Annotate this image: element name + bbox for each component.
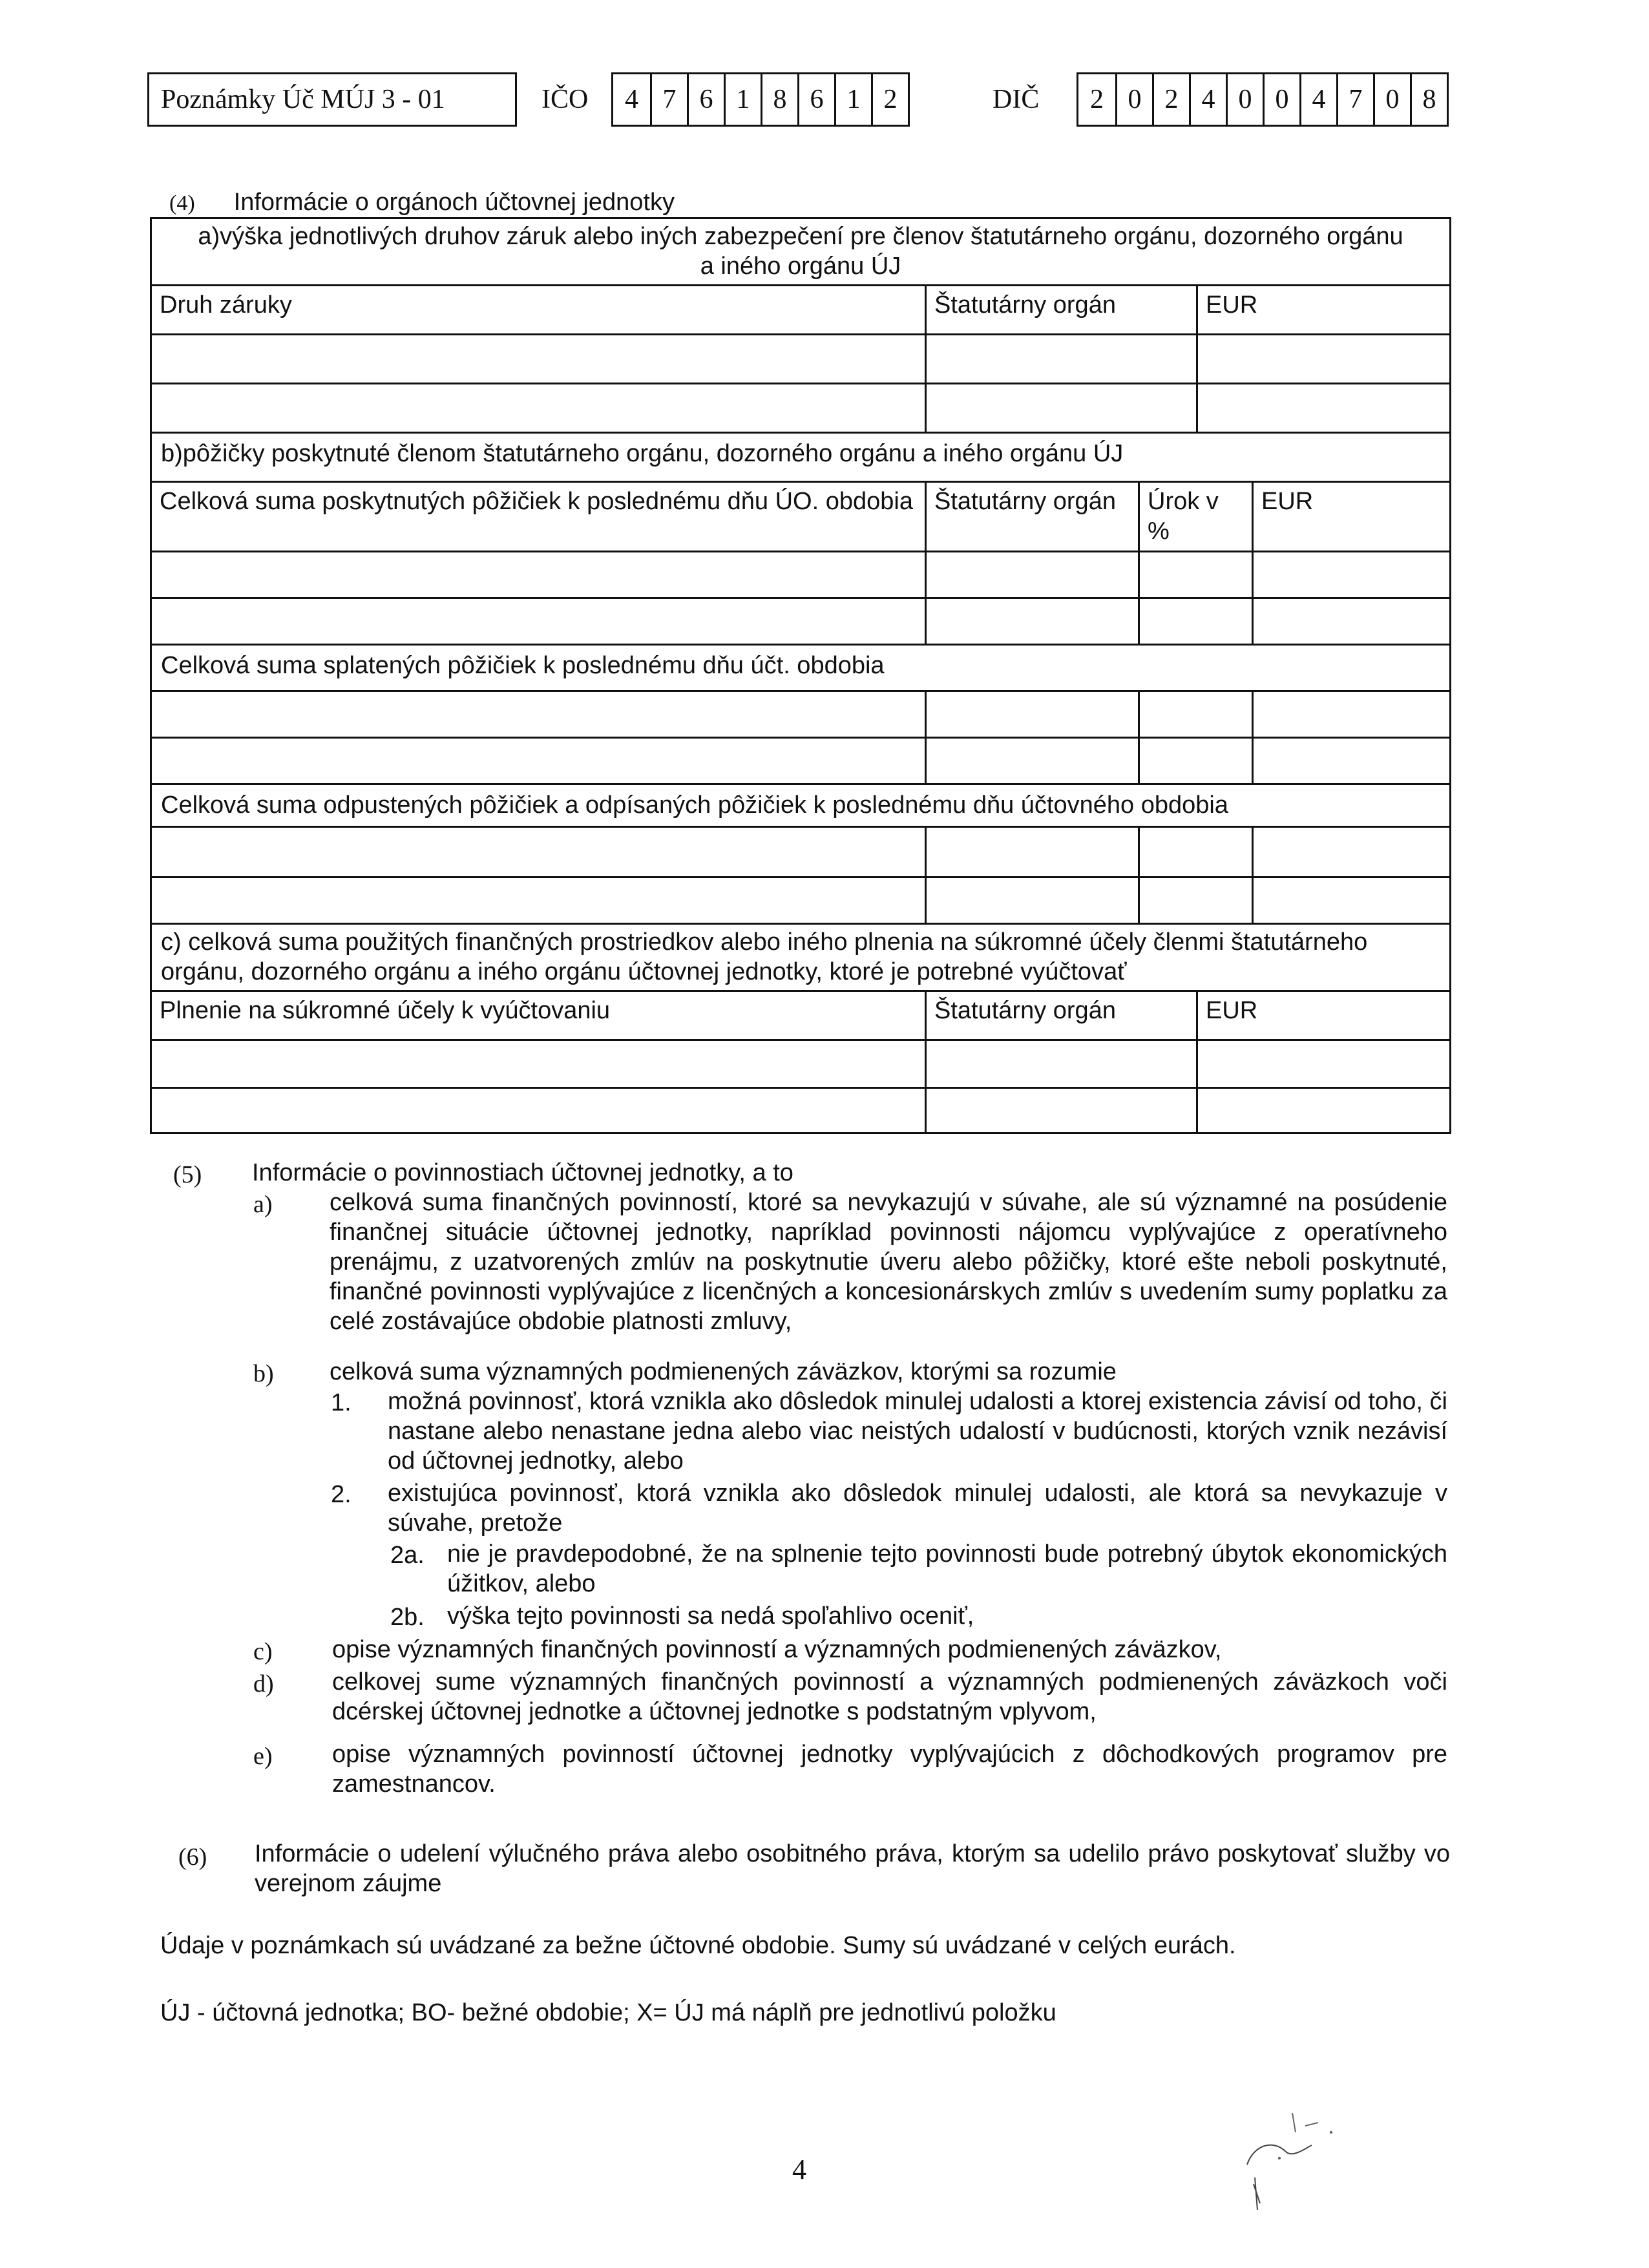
table-row bbox=[152, 335, 1449, 384]
a-heading-row bbox=[152, 219, 1449, 286]
table-cell[interactable] bbox=[1252, 739, 1449, 783]
table-row bbox=[152, 878, 1449, 925]
b-repaid-row bbox=[152, 646, 1449, 692]
table-cell[interactable] bbox=[925, 384, 1196, 432]
item-b2-marker: 2. bbox=[331, 1481, 352, 1508]
table-cell[interactable] bbox=[152, 739, 925, 783]
a-col-statutory-body: Štatutárny orgán bbox=[925, 286, 1196, 333]
table-cell[interactable] bbox=[1252, 692, 1449, 737]
dic-digit: 0 bbox=[1263, 74, 1299, 125]
table-cell[interactable] bbox=[1196, 1041, 1449, 1087]
b-col-eur: EUR bbox=[1252, 483, 1449, 551]
b-col-loans-total: Celková suma poskytnutých pôžičiek k poslednému dňu ÚO. obdobia bbox=[160, 488, 913, 515]
item-b2a-marker: 2a. bbox=[390, 1542, 425, 1569]
form-label: Poznámky Úč MÚJ 3 - 01 bbox=[147, 72, 517, 127]
footnote-amounts: Údaje v poznámkach sú uvádzané za bežne účtovné obdobie. Sumy sú uvádzané v celých eurách. bbox=[160, 1932, 1236, 1959]
table-cell[interactable] bbox=[1138, 739, 1252, 783]
ico-digit: 2 bbox=[871, 74, 908, 125]
c-col-statutory-body: Štatutárny orgán bbox=[925, 992, 1196, 1039]
section5-title: Informácie o povinnostiach účtovnej jednotky, a to bbox=[252, 1159, 793, 1186]
b-col-interest: Úrok v % bbox=[1138, 483, 1252, 551]
ico-digit: 7 bbox=[650, 74, 687, 125]
table-cell[interactable] bbox=[925, 692, 1138, 737]
page-number: 4 bbox=[792, 2154, 806, 2185]
c-col-private-use: Plnenie na súkromné účely k vyúčtovaniu bbox=[160, 997, 611, 1024]
signature-scribble bbox=[1215, 2087, 1344, 2216]
item-b1-marker: 1. bbox=[331, 1389, 352, 1416]
dic-digit: 0 bbox=[1373, 74, 1410, 125]
table-cell[interactable] bbox=[1252, 828, 1449, 876]
dic-digit: 4 bbox=[1189, 74, 1226, 125]
dic-digits bbox=[1077, 72, 1449, 127]
table-cell[interactable] bbox=[1138, 692, 1252, 737]
dic-digit: 0 bbox=[1115, 74, 1152, 125]
ico-digit: 6 bbox=[797, 74, 834, 125]
item-b2b-marker: 2b. bbox=[390, 1604, 425, 1631]
table-cell[interactable] bbox=[152, 828, 925, 876]
a-col-guarantee-type: Druh záruky bbox=[160, 291, 292, 319]
table-cell[interactable] bbox=[925, 1041, 1196, 1087]
dic-digit: 4 bbox=[1299, 74, 1336, 125]
ico-digit: 4 bbox=[625, 85, 638, 114]
item-e-marker: e) bbox=[253, 1743, 273, 1770]
table-row bbox=[152, 828, 1449, 878]
ico-digit: 1 bbox=[724, 74, 761, 125]
b-header-row bbox=[152, 483, 1449, 552]
table-cell[interactable] bbox=[925, 335, 1196, 383]
item-d-text: celkovej sume významných finančných povinností a významných podmienených záväzkoch voči dcérskej účtovnej jednotke a účtovnej jednotke s podstatným vplyvom, bbox=[332, 1668, 1447, 1725]
table-cell[interactable] bbox=[1138, 552, 1252, 597]
item-b2a-text: nie je pravdepodobné, že na splnenie tejto povinnosti bude potrebný úbytok ekonomických úžitkov, alebo bbox=[447, 1540, 1447, 1597]
b-col-statutory-body: Štatutárny orgán bbox=[925, 483, 1138, 551]
table-cell[interactable] bbox=[925, 599, 1138, 644]
table-cell[interactable] bbox=[1252, 552, 1449, 597]
a-col-eur: EUR bbox=[1196, 286, 1449, 333]
section6-text: Informácie o udelení výlučného práva alebo osobitného práva, ktorým sa udelilo právo poskytovať služby vo verejnom záujme bbox=[255, 1840, 1450, 1897]
section5-number: (5) bbox=[173, 1161, 202, 1188]
section4-table bbox=[150, 217, 1451, 1134]
b-repaid-label: Celková suma splatených pôžičiek k poslednému dňu účt. obdobia bbox=[161, 652, 885, 679]
table-cell[interactable] bbox=[152, 1089, 925, 1132]
table-row bbox=[152, 384, 1449, 434]
b-heading-row bbox=[152, 434, 1449, 483]
item-a-text: celková suma finančných povinností, ktoré sa nevykazujú v súvahe, ale sú významné na posúdenie finančnej situácie účtovnej jednotky, napríklad povinnosti nájomcu vyplývajúce z operatívneho prenájmu, z uzatvorených zmlúv na poskytnutie úveru alebo pôžičky, ktoré ešte neboli poskytnuté, finančné povinnosti vyplývajúce z licenčných a koncesionárskych zmlúv s uvedením sumy poplatku za celé zostávajúce obdobie platnosti zmluvy, bbox=[330, 1189, 1447, 1335]
table-cell[interactable] bbox=[1252, 878, 1449, 923]
table-row bbox=[152, 1089, 1449, 1134]
c-heading-row bbox=[152, 925, 1449, 992]
table-row bbox=[152, 599, 1449, 646]
section6-number: (6) bbox=[178, 1843, 207, 1871]
table-cell[interactable] bbox=[1138, 599, 1252, 644]
table-cell[interactable] bbox=[152, 599, 925, 644]
table-cell[interactable] bbox=[1196, 335, 1449, 383]
table-cell[interactable] bbox=[1196, 1089, 1449, 1132]
table-row bbox=[152, 692, 1449, 739]
table-cell[interactable] bbox=[152, 1041, 925, 1087]
item-d-marker: d) bbox=[253, 1670, 274, 1697]
dic-digit: 2 bbox=[1152, 74, 1189, 125]
section4-heading bbox=[169, 189, 675, 216]
table-cell[interactable] bbox=[925, 878, 1138, 923]
ico-digits bbox=[611, 72, 910, 127]
table-cell[interactable] bbox=[1252, 599, 1449, 644]
table-cell[interactable] bbox=[925, 828, 1138, 876]
item-b-marker: b) bbox=[253, 1360, 274, 1387]
table-cell[interactable] bbox=[1138, 878, 1252, 923]
table-cell[interactable] bbox=[152, 552, 925, 597]
ico-digit: 6 bbox=[687, 74, 724, 125]
table-cell[interactable] bbox=[152, 384, 925, 432]
ico-label: IČO bbox=[541, 85, 589, 114]
item-b1-text: možná povinnosť, ktorá vznikla ako dôsledok minulej udalosti a ktorej existencia závisí od toho, či nastane alebo nenastane jedna alebo viac neistých udalostí v budúcnosti, ktorých vznik nezávisí od účtovnej jednotky, alebo bbox=[388, 1388, 1447, 1475]
table-cell[interactable] bbox=[1196, 384, 1449, 432]
b-forgiven-label: Celková suma odpustených pôžičiek a odpísaných pôžičiek k poslednému dňu účtovného obdobia bbox=[161, 792, 1228, 819]
table-cell[interactable] bbox=[1138, 828, 1252, 876]
item-c-text: opise významných finančných povinností a významných podmienených záväzkov, bbox=[332, 1636, 1222, 1663]
table-cell[interactable] bbox=[152, 335, 925, 383]
dic-digit: 7 bbox=[1336, 74, 1373, 125]
section4-title: Informácie o orgánoch účtovnej jednotky bbox=[233, 189, 675, 216]
dic-digit: 0 bbox=[1226, 74, 1263, 125]
section4-number: (4) bbox=[169, 191, 195, 215]
c-col-eur: EUR bbox=[1196, 992, 1449, 1039]
table-cell[interactable] bbox=[925, 739, 1138, 783]
item-b2b-text: výška tejto povinnosti sa nedá spoľahlivo oceniť, bbox=[447, 1602, 974, 1630]
ico-digit: 1 bbox=[834, 74, 871, 125]
c-header-row bbox=[152, 992, 1449, 1041]
footnote-abbreviations: ÚJ - účtovná jednotka; BO- bežné obdobie; X= ÚJ má náplň pre jednotlivú položku bbox=[160, 1999, 1056, 2026]
dic-digit: 8 bbox=[1410, 74, 1447, 125]
b-forgiven-row bbox=[152, 785, 1449, 828]
item-a-marker: a) bbox=[253, 1191, 273, 1218]
dic-label: DIČ bbox=[993, 85, 1040, 114]
item-e-text: opise významných povinností účtovnej jednotky vyplývajúcich z dôchodkových programov pre zamestnancov. bbox=[332, 1741, 1447, 1798]
item-b2-text: existujúca povinnosť, ktorá vznikla ako dôsledok minulej udalosti, ale ktorá sa nevykazuje v súvahe, pretože bbox=[388, 1480, 1447, 1537]
table-cell[interactable] bbox=[152, 692, 925, 737]
table-row bbox=[152, 552, 1449, 599]
item-c-marker: c) bbox=[253, 1638, 273, 1665]
a-header-row bbox=[152, 286, 1449, 335]
a-heading: a)výška jednotlivých druhov záruk alebo iných zabezpečení pre členov štatutárneho orgánu, dozorného orgánu a iného orgánu ÚJ bbox=[198, 223, 1403, 280]
b-heading: b)pôžičky poskytnuté členom štatutárneho orgánu, dozorného orgánu a iného orgánu ÚJ bbox=[161, 440, 1124, 467]
table-row bbox=[152, 1041, 1449, 1089]
ico-digit: 8 bbox=[761, 74, 797, 125]
table-cell[interactable] bbox=[925, 552, 1138, 597]
item-b-text: celková suma významných podmienených záväzkov, ktorými sa rozumie bbox=[330, 1358, 1117, 1385]
table-cell[interactable] bbox=[152, 878, 925, 923]
table-cell[interactable] bbox=[925, 1089, 1196, 1132]
dic-digit: 2 bbox=[1090, 85, 1104, 114]
c-heading: c) celková suma použitých finančných prostriedkov alebo iného plnenia na súkromné účely členmi štatutárneho orgánu, dozorného orgánu a iného orgánu účtovnej jednotky, ktoré je potrebné vyúčtovať bbox=[161, 929, 1368, 985]
table-row bbox=[152, 739, 1449, 785]
